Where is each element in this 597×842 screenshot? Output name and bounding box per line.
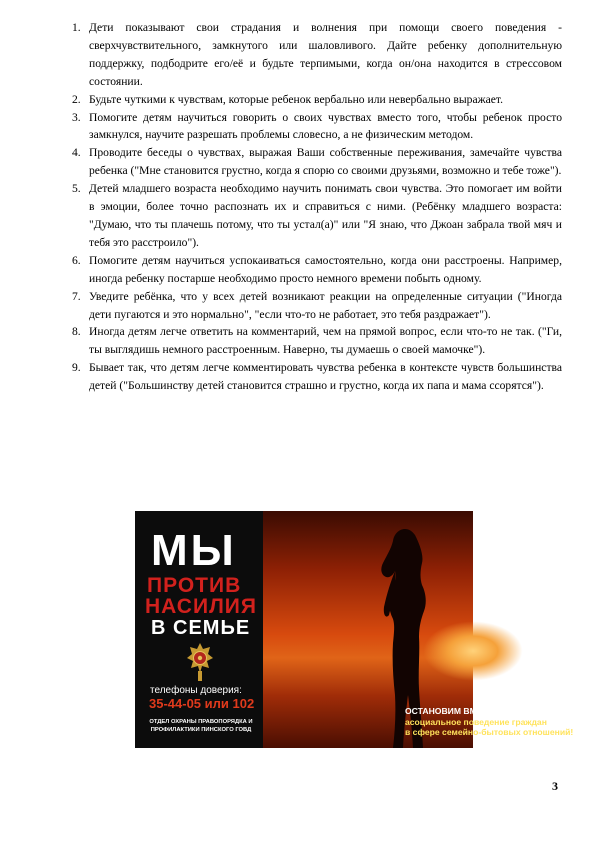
list-item xyxy=(72,180,562,252)
poster-title-line1: МЫ xyxy=(151,526,237,575)
list-item-number: 1. xyxy=(72,21,81,34)
police-emblem-icon xyxy=(186,642,214,682)
list-item-text: Бывает так, что детям легче комментировать чувства ребенка в контексте чувств большинства детей ("Большинству детей становится страшно и грустно, когда их папа и мама ссорятся"). xyxy=(89,361,562,393)
list-item-text: Будьте чуткими к чувствам, которые ребенок вербально или невербально выражает. xyxy=(89,92,504,106)
page-number: 3 xyxy=(552,779,558,793)
list-item xyxy=(72,144,562,180)
list-item-number: 2. xyxy=(72,92,81,106)
list-item xyxy=(72,19,562,91)
list-item-number: 8. xyxy=(72,325,81,339)
list-item-text: Детей младшего возраста необходимо научить понимать свои чувства. Это помогает им войти в эмоции, более точно распознать их и справиться с ними. (Ребёнку младшего возраста: "Думаю, что ты плачешь потому, что ты устал(а)" или "Я знаю, что Джоан забрала твой мяч и тебя это расстроило"). xyxy=(89,182,562,249)
list-item-number: 5. xyxy=(72,182,81,196)
list-item-number: 4. xyxy=(72,146,81,160)
poster-slogan-line1: ОСТАНОВИМ ВМЕСТЕ xyxy=(405,706,500,716)
list-item-text: Помогите детям научиться успокаиваться самостоятельно, когда они расстроены. Например, иногда ребенку постарше необходимо просто немного времени побыть одному. xyxy=(89,253,562,285)
list-item xyxy=(72,288,562,324)
anti-violence-poster xyxy=(135,511,574,748)
list-item-text: Иногда детям легче ответить на комментарий, чем на прямой вопрос, если что-то не так. ("Ги, ты выглядишь немного расстроенным. Наверно, ты думаешь о своей мамочке"). xyxy=(89,325,562,357)
poster-slogan xyxy=(405,706,597,738)
poster-left-panel xyxy=(135,511,263,748)
list-item-number: 9. xyxy=(72,361,81,375)
list-item-text: Уведите ребёнка, что у всех детей возникают реакции на определенные ситуации ("Иногда дети пугаются и это нормально", "если что-то не работает, это тебя раздражает"). xyxy=(89,289,562,321)
poster-photo-panel xyxy=(263,511,574,748)
list-item xyxy=(72,91,562,109)
poster-department: ОТДЕЛ ОХРАНЫ ПРАВОПОРЯДКА И ПРОФИЛАКТИКИ ПИНСКОГО ГОВД xyxy=(149,719,253,733)
list-item xyxy=(72,252,562,288)
poster-title-line2: ПРОТИВ xyxy=(147,574,242,597)
list-item-text: Дети показывают свои страдания и волнения при помощи своего поведения - сверхчувствительного, замкнутого или шаловливого. Дайте ребенку дополнительную поддержку, подбодрите его/её и будьте терпимыми, когда он/она находится в стрессовом состоянии. xyxy=(89,21,562,88)
poster-slogan-line3: в сфере семейно-бытовых отношений! xyxy=(405,727,574,737)
poster-title-line3: НАСИЛИЯ xyxy=(145,595,257,618)
list-item xyxy=(72,109,562,145)
list-item xyxy=(72,323,562,359)
poster-title-line4: В СЕМЬЕ xyxy=(151,617,251,639)
list-item-text: Помогите детям научиться говорить о своих чувствах вместо того, чтобы ребенок просто замкнулся, научите разрешать проблемы словесно, а не физическим методом. xyxy=(89,110,562,142)
list-item-number: 6. xyxy=(72,253,81,267)
list-item-number: 7. xyxy=(72,289,81,303)
poster-slogan-line2: асоциальное поведение граждан xyxy=(405,716,547,727)
list-item-number: 3. xyxy=(72,110,81,124)
poster-phones-label: телефоны доверия: xyxy=(150,685,242,696)
list-item-text: Проводите беседы о чувствах, выражая Ваши собственные переживания, замечайте чувства ребенка ("Мне становится грустно, когда я спорю со своими друзьями, возможно и тебе тоже"). xyxy=(89,146,562,178)
poster-phones: 35-44-05 или 102 xyxy=(149,696,255,711)
advice-list xyxy=(72,19,562,395)
list-item xyxy=(72,359,562,395)
